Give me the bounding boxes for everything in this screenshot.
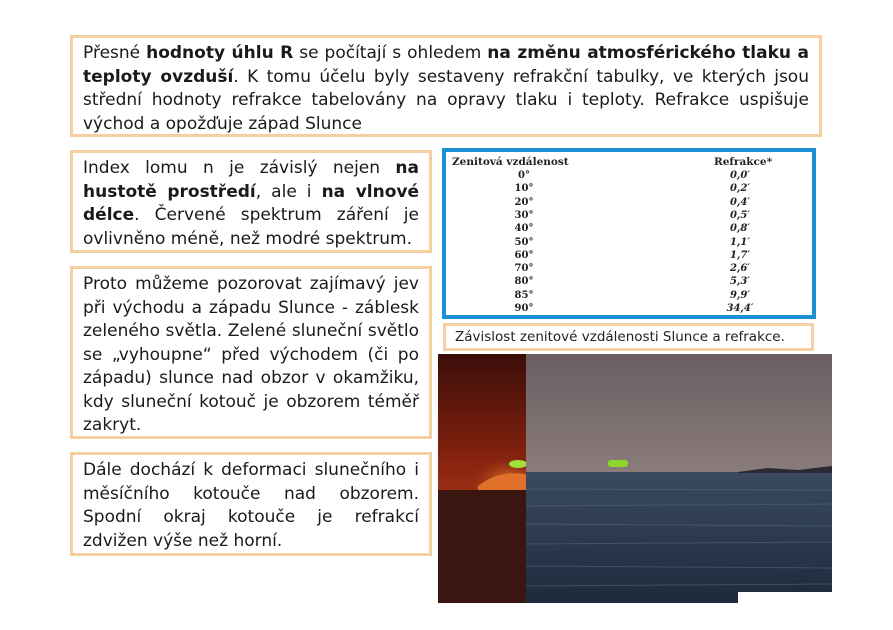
zenith-cell: 60° — [514, 249, 534, 261]
para2-text-2: , ale i — [255, 181, 322, 202]
zenith-cell: 70° — [514, 263, 534, 275]
para1-bold-2: na změnu atmosférického tlaku a teploty ovzduší — [83, 43, 809, 87]
zenith-cell: 10° — [514, 183, 534, 195]
zenith-cell: 85° — [514, 289, 534, 301]
refraction-cell: 34,4′ — [726, 303, 754, 314]
refraction-cell: 2,6′ — [729, 263, 751, 275]
refraction-cell: 9,9′ — [729, 289, 751, 301]
table-row — [446, 263, 812, 276]
refraction-table — [442, 148, 816, 319]
table-caption: Závislost zenitové vzdálenosti Slunce a refrakce. — [443, 323, 814, 351]
green-flash-photo — [438, 354, 832, 603]
zenith-cell: 0° — [518, 170, 530, 181]
table-row — [446, 210, 812, 223]
refraction-cell: 0,0′ — [729, 170, 751, 181]
refraction-cell: 1,1′ — [729, 236, 751, 248]
para1-text-2: se počítají s ohledem — [293, 43, 488, 63]
zenith-cell: 80° — [514, 276, 534, 288]
para2-text-3: . Červené spektrum záření je ovlivněno méně, než modré spektrum. — [83, 205, 419, 249]
zenith-cell: 20° — [514, 196, 534, 208]
para2-bold-1: na hustotě prostředí — [83, 158, 419, 202]
refraction-cell: 0,8′ — [729, 223, 751, 235]
zenith-cell: 40° — [514, 223, 534, 235]
text-box-refractive-index — [70, 150, 432, 253]
green-flash-photo-svg — [438, 354, 832, 603]
table-row — [446, 276, 812, 289]
para1-bold-1: hodnoty úhlu R — [146, 43, 294, 63]
para1-text-1: Přesné — [83, 43, 147, 63]
text-box-green-flash — [70, 266, 432, 439]
table-row — [446, 223, 812, 236]
table-row — [446, 183, 812, 196]
zenith-cell: 50° — [514, 236, 534, 248]
table-row — [446, 290, 812, 303]
para1-text-3: . K tomu účelu byly sestaveny refrakční tabulky, ve kterých jsou střední hodnoty refrakce tabelovány na opravy tlaku i teploty. Refrakce uspišuje východ a opožďuje západ Slunce — [83, 66, 809, 134]
text-box-disc-deformation — [70, 452, 432, 556]
table-row — [446, 237, 812, 250]
refraction-cell: 5,3′ — [729, 276, 751, 288]
zenith-cell: 90° — [514, 303, 534, 314]
table-header-refraction: Refrakce* — [714, 156, 773, 168]
table-row — [446, 250, 812, 263]
refraction-cell: 0,2′ — [729, 183, 751, 195]
para2-bold-2: na vlnové délce — [83, 181, 420, 225]
para2-text-1: Index lomu n je závislý nejen — [83, 158, 396, 178]
zenith-cell: 30° — [514, 209, 534, 221]
refraction-cell: 0,5′ — [729, 209, 751, 221]
table-row — [446, 170, 812, 183]
para4-text: Dále dochází k deformaci slunečního i měsíčního kotouče nad obzorem. Spodní okraj kotouče je refrakcí zdvižen výše než horní. — [83, 460, 419, 551]
table-header-zenith: Zenitová vzdálenost — [452, 156, 569, 168]
table-row — [446, 197, 812, 210]
text-box-refraction-values — [70, 35, 822, 137]
refraction-cell: 1,7′ — [729, 249, 751, 261]
refraction-cell: 0,4′ — [729, 196, 751, 208]
table-row — [446, 303, 812, 316]
para3-text: Proto můžeme pozorovat zajímavý jev při východu a západu Slunce - záblesk zeleného světla. Zelené sluneční světlo se „vyhoupne“ před východem (či po západu) slunce nad obzor v okamžiku, kdy sluneční kotouč je obzorem téměř zakryt. — [83, 274, 419, 435]
